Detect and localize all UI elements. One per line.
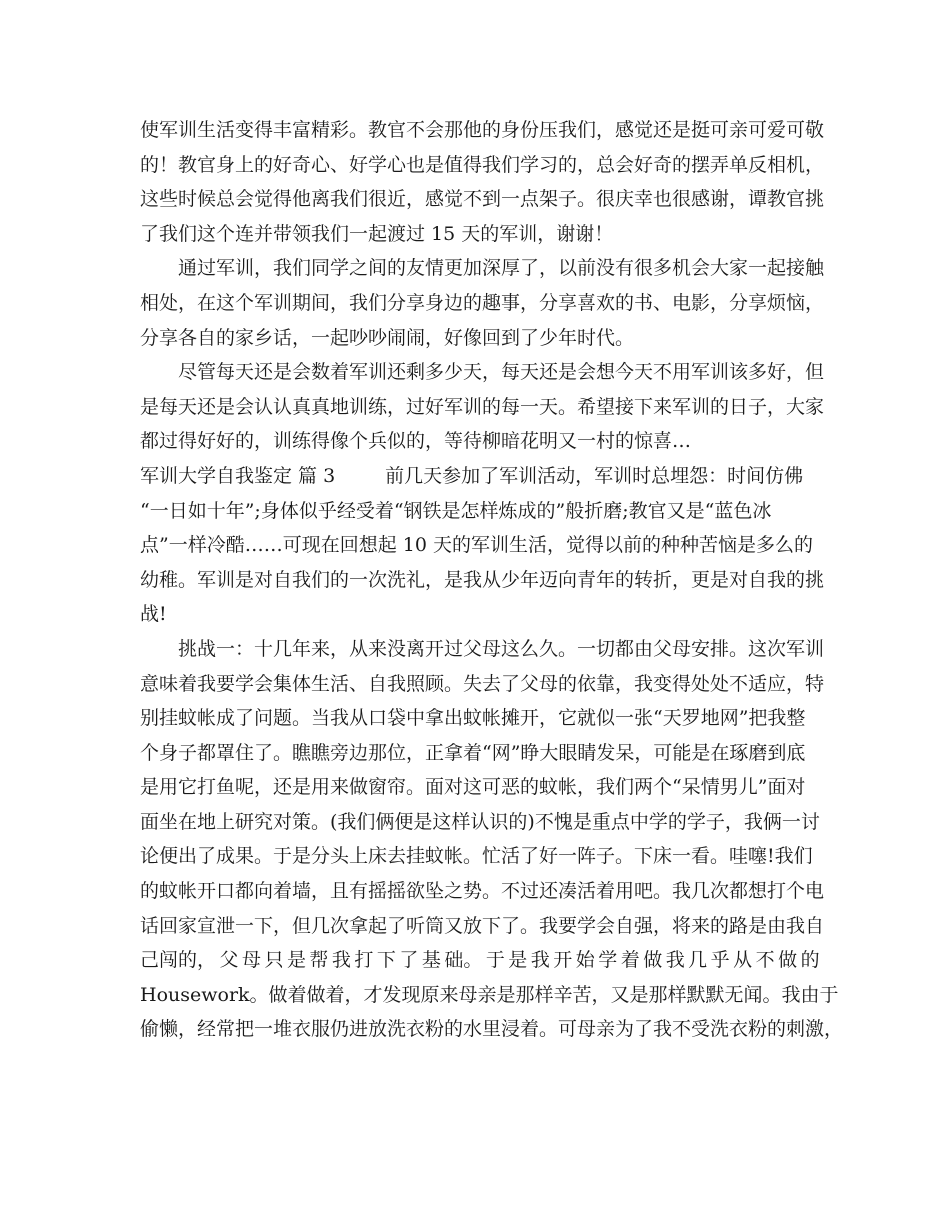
spread-word: 下: [376, 949, 396, 972]
spread-word: 打: [354, 949, 374, 972]
text-line: 别挂蚊帐成了问题。当我从口袋中拿出蚊帐摊开，它就似一张“天罗地网”把我整: [140, 707, 806, 730]
paragraph-start-line: 挑战一：十几年来，从来没离开过父母这么久。一切都由父母安排。这次军训: [178, 637, 825, 660]
spread-word: 几: [688, 949, 708, 972]
spread-word: 乎: [710, 949, 730, 972]
paragraph-start-line: 尽管每天还是会数着军训还剩多少天，每天还是会想今天不用军训该多好，但: [178, 361, 825, 384]
spread-word: 母: [241, 949, 261, 972]
text-line: 战!: [140, 603, 167, 626]
spread-word: 着: [620, 949, 640, 972]
spread-word: 只: [264, 949, 284, 972]
text-line: 了我们这个连并带领我们一起渡过 15 天的军训，谢谢！: [140, 222, 614, 245]
text-line: 面坐在地上研究对策。(我们俩便是这样认识的)不愧是重点中学的学子，我俩一讨: [140, 810, 820, 833]
paragraph-start-line: 通过军训，我们同学之间的友情更加深厚了，以前没有很多机会大家一起接触: [178, 257, 825, 280]
spread-word: 始: [575, 949, 595, 972]
spread-word: 的: [800, 949, 820, 972]
spread-word: 父: [219, 949, 239, 972]
text-line: 幼稚。军训是对自我们的一次洗礼，是我从少年迈向青年的转折，更是对自我的挑: [140, 568, 825, 591]
spread-word: 基: [421, 949, 441, 972]
text-line: 都过得好好的，训练得像个兵似的，等待柳暗花明又一村的惊喜…: [140, 430, 692, 453]
spread-word: 是: [286, 949, 306, 972]
text-line: 这些时候总会觉得他离我们很近，感觉不到一点架子。很庆幸也很感谢，谭教官挑: [140, 188, 825, 211]
spread-text-line: [140, 943, 820, 978]
text-line: 的！教官身上的好奇心、好学心也是值得我们学习的，总会好奇的摆弄单反相机，: [140, 153, 825, 176]
spread-word: 础。: [444, 949, 483, 972]
spread-word: 我: [331, 949, 351, 972]
text-line: 论便出了成果。于是分头上床去挂蚊帐。忙活了好一阵子。下床一看。哇噻!我们: [140, 845, 813, 868]
spread-word: 开: [553, 949, 573, 972]
text-line: Housework。做着做着，才发现原来母亲是那样辛苦，又是那样默默无闻。我由于: [140, 983, 839, 1006]
spread-word: 己闯的，: [140, 949, 217, 972]
document-body: [140, 113, 844, 1047]
text-line: 分享各自的家乡话，一起吵吵闹闹，好像回到了少年时代。: [140, 326, 635, 349]
spread-word: 是: [508, 949, 528, 972]
text-line: 相处，在这个军训期间，我们分享身边的趣事，分享喜欢的书、电影，分享烦恼，: [140, 291, 825, 314]
text-line: 使军训生活变得丰富精彩。教官不会那他的身份压我们，感觉还是挺可亲可爱可敬: [140, 119, 825, 141]
spread-word: 从: [733, 949, 753, 972]
section-first-text: 前几天参加了军训活动，军训时总埋怨：时间仿佛: [385, 464, 804, 487]
section-heading: 军训大学自我鉴定 篇 3: [140, 464, 336, 487]
text-line: 意味着我要学会集体生活、自我照顾。失去了父母的依靠，我变得处处不适应，特: [140, 672, 825, 695]
spread-word: 我: [665, 949, 685, 972]
spread-word: 做: [778, 949, 798, 972]
text-line: 的蚊帐开口都向着墙，且有摇摇欲坠之势。不过还凑活着用吧。我几次都想打个电: [140, 880, 825, 903]
spread-word: 我: [530, 949, 550, 972]
text-line: 偷懒，经常把一堆衣服仍进放洗衣粉的水里浸着。可母亲为了我不受洗衣粉的刺激，: [140, 1018, 844, 1041]
spread-word: 了: [399, 949, 419, 972]
spread-word: 于: [485, 949, 505, 972]
spread-word: 做: [643, 949, 663, 972]
text-line: 个身子都罩住了。瞧瞧旁边那位，正拿着“网”睁大眼睛发呆，可能是在琢磨到底: [140, 741, 806, 764]
spread-word: 帮: [309, 949, 329, 972]
spread-word: 不: [755, 949, 775, 972]
text-line: 点”一样冷酷……可现在回想起 10 天的军训生活，觉得以前的种种苦恼是多么的: [140, 534, 813, 557]
section-heading-line: [140, 459, 820, 494]
text-line: 是每天还是会认认真真地训练，过好军训的每一天。希望接下来军训的日子，大家: [140, 395, 825, 418]
spread-word: 学: [598, 949, 618, 972]
text-line: “一日如十年”;身体似乎经受着“钢铁是怎样炼成的”般折磨;教官又是“蓝色冰: [140, 499, 772, 522]
text-line: 话回家宣泄一下，但几次拿起了听筒又放下了。我要学会自强，将来的路是由我自: [140, 914, 825, 937]
text-line: 是用它打鱼呢，还是用来做窗帘。面对这可恶的蚊帐，我们两个“呆情男儿”面对: [140, 776, 806, 799]
